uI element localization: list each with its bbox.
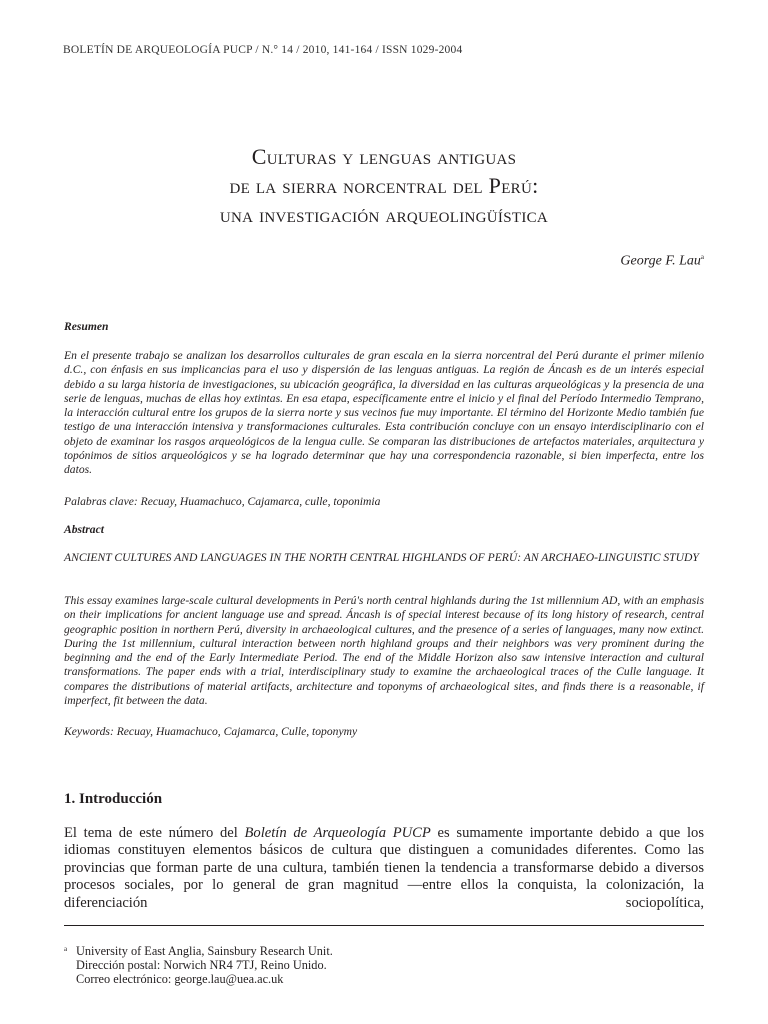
body-paragraph <box>64 825 704 912</box>
resumen-text: En el presente trabajo se analizan los desarrollos culturales de gran escala en la sierra norcentral del Perú durante el primer milenio d.C., con énfasis en sus implicancias para el uso y dispersión de las lenguas antiguas. La región de Áncash es de un interés especial debido a su larga historia de investigaciones, su ubicación geográfica, la diversidad en las culturas arqueológicas y la presencia de una serie de lenguas, muchas de ellas hoy extintas. En esa etapa, específicamente entre el inicio y el final del Período Intermedio Temprano, la interacción cultural entre los grupos de la sierra norte y sus vecinos fue muy importante. El término del Horizonte Medio también fue testigo de una interacción intensiva y transformaciones culturales. Esta contribución concluye con un ensayo interdisciplinario con el objeto de examinar los rasgos arqueológicos de la lengua culle. Se comparan las distribuciones de artefactos materiales, arquitectura y topónimos de sitios arqueológicos y se ha logrado determinar que hay una correspondencia razonable, si bien imperfecta, entre los datos. <box>64 349 704 477</box>
author-name: George F. Lau <box>620 253 701 269</box>
resumen-label: Resumen <box>64 320 109 333</box>
journal-name: Boletín de Arqueología PUCP <box>244 825 431 841</box>
article-title <box>64 142 704 229</box>
author-footnote-mark: a <box>700 253 704 261</box>
body-text-start: El tema de este número del <box>64 825 245 841</box>
title-line-3: una investigación arqueolingüística <box>219 202 549 227</box>
keywords-spanish: Palabras clave: Recuay, Huamachuco, Cajamarca, culle, toponimia <box>64 495 381 508</box>
footnote-email: Correo electrónico: george.lau@uea.ac.uk <box>76 972 284 987</box>
abstract-text: This essay examines large-scale cultural developments in Perú's north central highlands during the 1st millennium AD, with an emphasis on their implications for ancient language use and spread. Áncash is of special interest because of its long history of research, central geographic position in northern Perú, diversity in archaeological cultures, and the presence of a series of languages, many now extinct. During the 1st millennium, cultural interaction between north highland groups and their neighbors was very prominent during the beginning and the end of the Early Intermediate Period. The end of the Middle Horizon also saw intensive interaction and cultural transformations. The paper ends with a trial, interdisciplinary study to examine the archaeological traces of the Culle language. It compares the distributions of material artifacts, architecture and toponyms of archaeological sites, and finds there is a reasonable, if imperfect, fit between the data. <box>64 594 704 708</box>
footnote-mark: a <box>64 945 68 953</box>
author <box>620 253 704 270</box>
footnote-affiliation: University of East Anglia, Sainsbury Research Unit. <box>76 944 333 958</box>
footnote <box>64 944 333 987</box>
body-text-rest: es sumamente importante debido a que los idiomas constituyen elementos básicos de cultura que distinguen a comunidades diferentes. Como las provincias que forman parte de una cultura, también tienen la tendencia a transformarse debido a diversos procesos sociales, por lo general de gran magnitud —entre ellos la conquista, la colonización, la diferenciación sociopolítica, <box>64 825 704 911</box>
title-line-2: de la sierra norcentral del Perú: <box>229 173 539 198</box>
title-line-1: Culturas y lenguas antiguas <box>251 144 517 169</box>
abstract-label: Abstract <box>64 523 104 536</box>
abstract-title: ANCIENT CULTURES AND LANGUAGES IN THE NORTH CENTRAL HIGHLANDS OF PERÚ: AN ARCHAEO-LINGUISTIC STUDY <box>64 551 699 564</box>
section-heading: 1. Introducción <box>64 791 163 807</box>
running-header: BOLETÍN DE ARQUEOLOGÍA PUCP / N.° 14 / 2010, 141-164 / ISSN 1029-2004 <box>63 44 463 56</box>
footnote-divider <box>64 925 704 926</box>
keywords-english: Keywords: Recuay, Huamachuco, Cajamarca, Culle, toponymy <box>64 725 358 738</box>
footnote-address: Dirección postal: Norwich NR4 7TJ, Reino Unido. <box>76 958 327 973</box>
